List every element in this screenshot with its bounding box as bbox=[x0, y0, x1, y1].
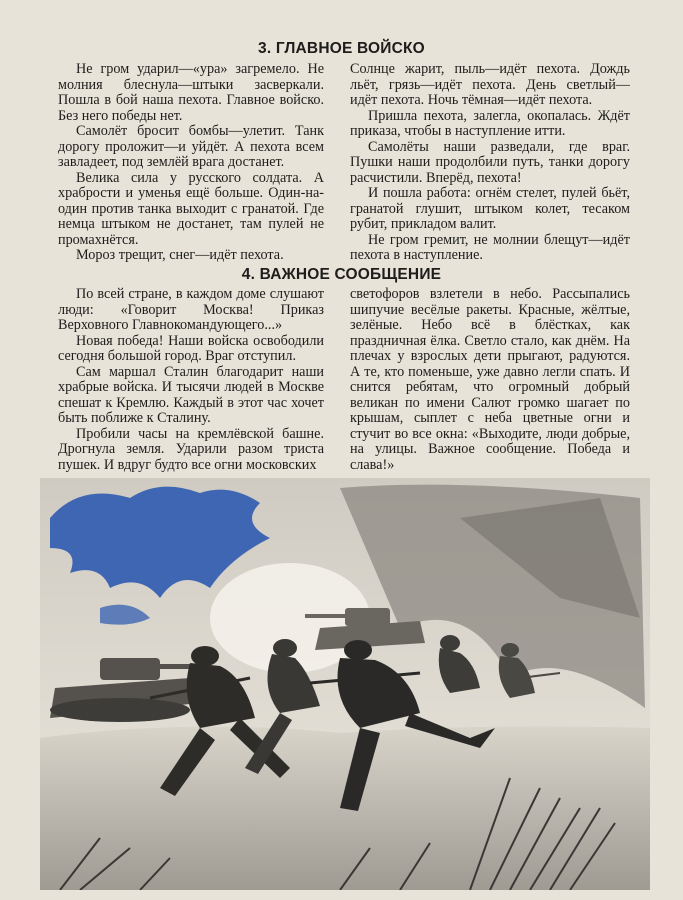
paragraph: Мороз трещит, снег—идёт пехота. bbox=[76, 247, 284, 263]
paragraph: По всей стране, в каждом доме слушают люди: «Говорит Москва! Приказ Верховного Главнокомандующего...» bbox=[58, 286, 324, 333]
paragraph: Пробили часы на кремлёвской башне. Дрогнула земля. Ударили разом триста пушек. И вдруг будто все огни московских bbox=[58, 425, 324, 473]
section-4-left-column bbox=[58, 287, 324, 473]
paragraph: Новая победа! Наши войска освободили сегодня большой город. Враг отступил. bbox=[58, 332, 324, 364]
section-3-title: 3. ГЛАВНОЕ ВОЙСКО bbox=[258, 40, 425, 57]
section-3-left-column bbox=[58, 62, 324, 264]
section-4-title: 4. ВАЖНОЕ СООБЩЕНИЕ bbox=[241, 266, 442, 283]
section-4-right-column bbox=[350, 287, 630, 473]
paragraph: Сам маршал Сталин благодарит наши храбрые войска. И тысячи людей в Москве спешат к Кремлю. Каждый в этот час хочет быть поближе к Сталину. bbox=[58, 363, 324, 426]
paragraph: И пошла работа: огнём стелет, пулей бьёт, гранатой глушит, штыком колет, тесаком рубит, прикладом валит. bbox=[350, 185, 630, 232]
paragraph: Самолёт бросит бомбы—улетит. Танк дорогу проложит—и уйдёт. А пехота всем завладеет, под землёй врага достанет. bbox=[58, 123, 324, 170]
section-3-right-column bbox=[350, 62, 630, 264]
paragraph: Самолёты наши разведали, где враг. Пушки наши продолбили путь, танки дорогу расчистили. Вперёд, пехота! bbox=[350, 138, 630, 186]
illustration-svg bbox=[40, 478, 650, 890]
paragraph: Солнце жарит, пыль—идёт пехота. Дождь льёт, грязь—идёт пехота. День светлый—идёт пехота. Ночь тёмная—идёт пехота. bbox=[350, 61, 630, 108]
paragraph: Не гром ударил—«ура» загремело. Не молния блеснула—штыки засверкали. Пошла в бой наша пехота. Главное войско. Без него победы нет. bbox=[58, 61, 324, 124]
paragraph: Не гром гремит, не молнии блещут—идёт пехота в наступление. bbox=[350, 231, 630, 263]
paragraph: Пришла пехота, залегла, окопалась. Ждёт приказа, чтобы в наступление итти. bbox=[350, 107, 630, 139]
paragraph: светофоров взлетели в небо. Рассыпались шипучие весёлые ракеты. Красные, жёлтые, зелёные. Небо всё в блёстках, как праздничная ёлка. Светло стало, как днём. На плечах у взрослых дети прыгают, радуются. А те, кто поменьше, уже давно легли спать. И снится ребятам, что огромный добрый великан по имени Салют громко шагает по крышам, сыплет с неба цветные огни и стучит во все окна: «Выходите, люди добрые, на улицы. Важное сообщение. Победа и слава!» bbox=[350, 286, 630, 473]
paragraph: Велика сила у русского солдата. А храбрости и уменья ещё больше. Один-на-один против танка выходит с гранатой. Где немца штыком не достанет, там пулей не промахнётся. bbox=[58, 169, 324, 248]
infantry-attack-illustration bbox=[40, 478, 650, 890]
